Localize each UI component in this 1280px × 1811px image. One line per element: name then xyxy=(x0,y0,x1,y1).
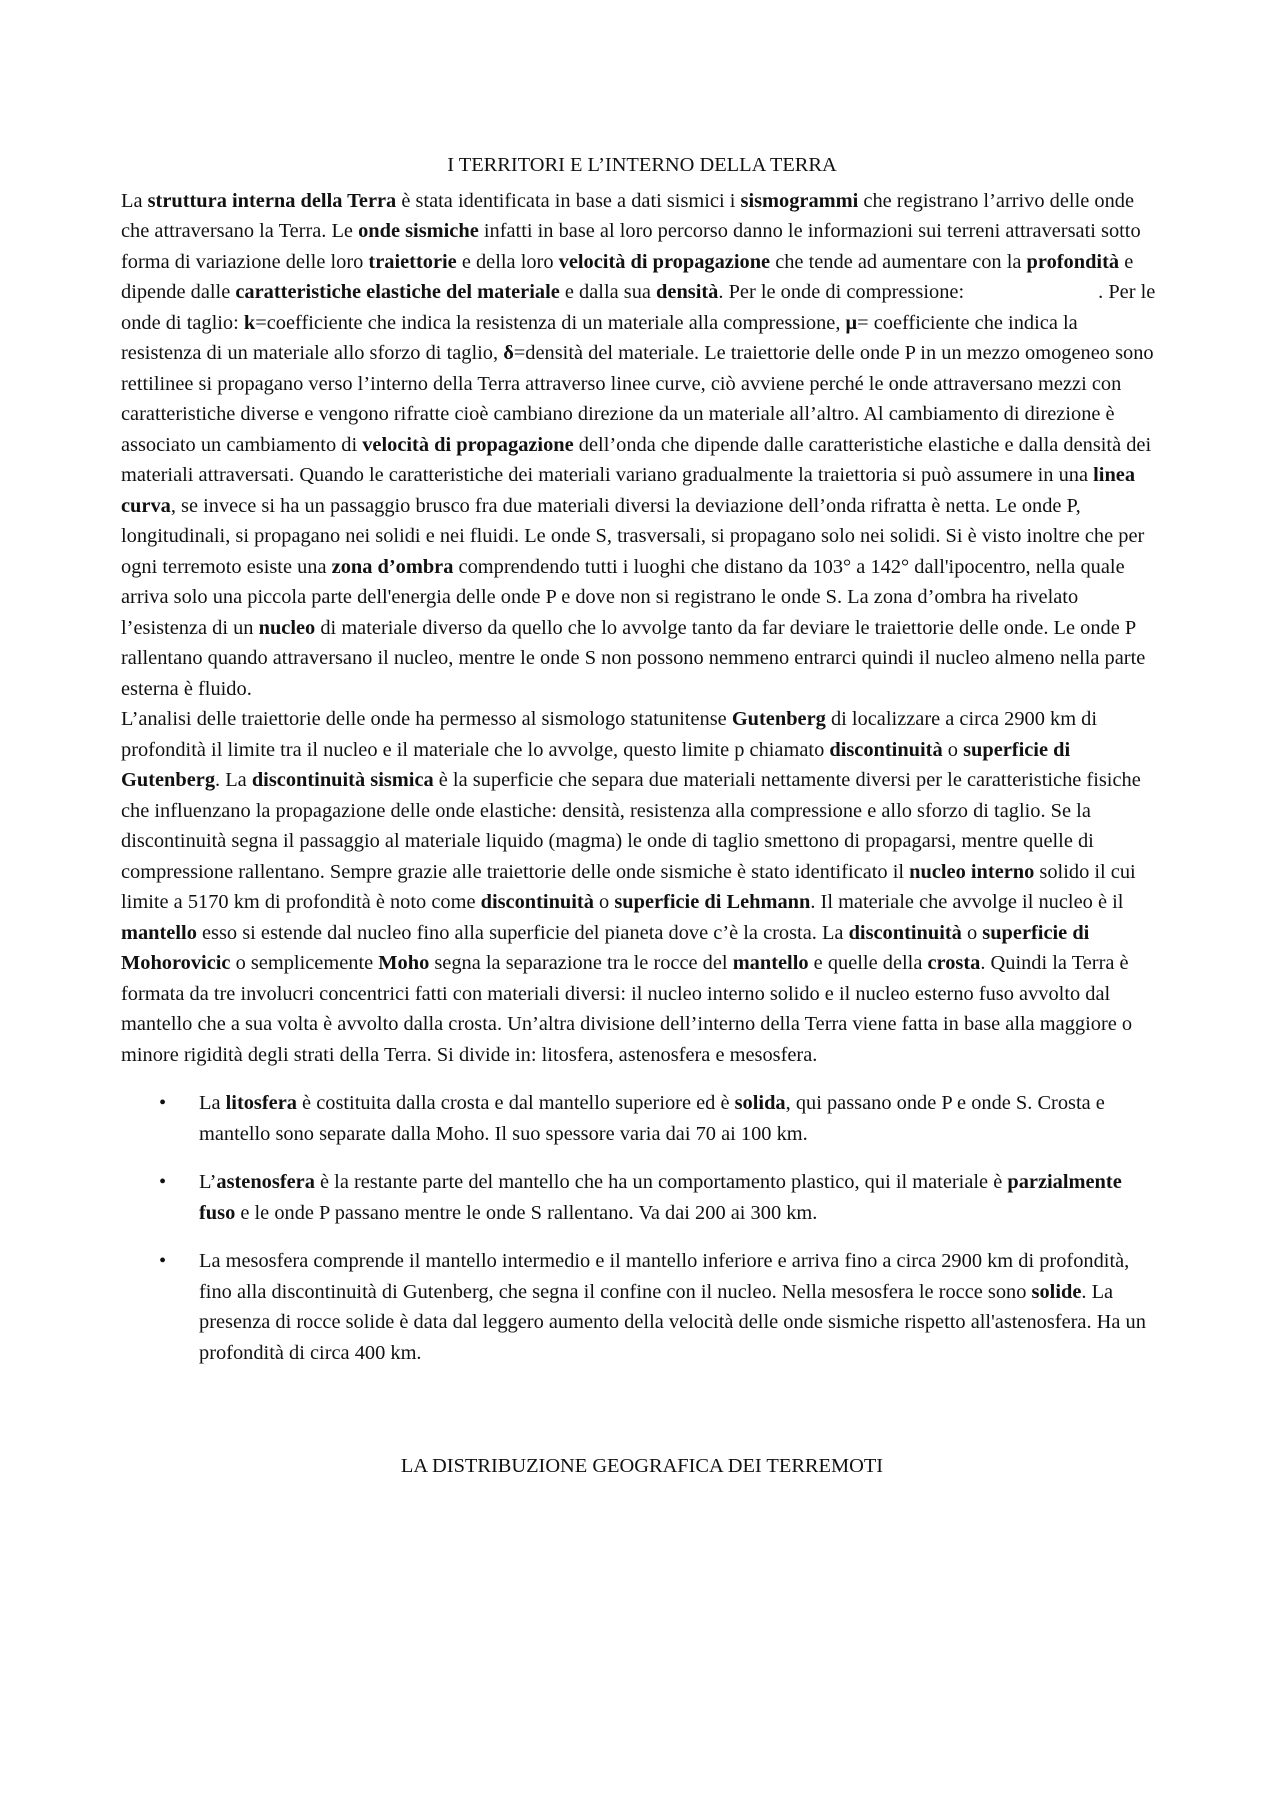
text-run: e della loro xyxy=(456,250,559,273)
text-run: e dalla sua xyxy=(559,281,657,303)
text-run: . Quindi la Terra è formata da tre involucri concentrici fatti con materiali diversi: il nucleo interno solido e il nucleo esterno fuso avvolto dal mantello che a sua volta è avvolto dalla crosta. Un’altra divisione dell’interno della Terra viene fatta in base alla maggiore o minore rigidità degli strati della Terra. Si divide in: litosfera, astenosfera e mesosfera. xyxy=(121,952,1133,1066)
bold-term: velocità di propagazione xyxy=(362,433,574,456)
bold-term: nucleo xyxy=(258,616,316,639)
document-title: I TERRITORI E L’INTERNO DELLA TERRA xyxy=(447,154,837,176)
bold-term: struttura interna della Terra xyxy=(147,189,397,212)
bold-term: litosfera xyxy=(225,1092,297,1114)
text-run: dell’onda che dipende dalle caratteristiche elastiche e dalla densità dei materiali attraversati. Quando le caratteristiche dei materiali variano gradualmente la traiettoria si può assumere in una xyxy=(121,433,1152,486)
bold-term: discontinuità xyxy=(848,921,962,944)
paragraph-interior-structure xyxy=(121,186,1163,705)
text-run: solido il cui limite a 5170 km di profondità è noto come xyxy=(121,860,1136,913)
text-run: di localizzare a circa 2900 km di profondità il limite tra il nucleo e il materiale che lo avvolge, questo limite p chiamato xyxy=(121,708,1098,761)
bold-term: solida xyxy=(734,1092,786,1114)
bold-term: discontinuità sismica xyxy=(251,769,434,791)
bold-term: δ xyxy=(503,342,514,364)
text-run: La mesosfera comprende il mantello intermedio e il mantello inferiore e arriva fino a circa 2900 km di profondità, fino alla discontinuità di Gutenberg, che segna il confine con il nucleo. Nella mesosfera le rocce sono xyxy=(199,1250,1130,1303)
bold-term: profondità xyxy=(1026,250,1120,273)
text-run: L’ xyxy=(199,1171,217,1193)
bold-term: mantello xyxy=(121,921,197,944)
text-run: è stata identificata in base a dati sismici i xyxy=(396,189,741,212)
bold-term: μ xyxy=(845,311,858,334)
bold-term: superficie di Gutenberg xyxy=(121,738,1071,791)
bold-term: discontinuità xyxy=(829,738,943,761)
text-run: . Per le onde di taglio: xyxy=(121,281,1156,334)
bullet-marker: • xyxy=(159,1092,167,1114)
bold-term: zona d’ombra xyxy=(331,555,454,578)
text-run: e quelle della xyxy=(808,952,928,974)
bold-term: densità xyxy=(656,281,719,303)
bold-term: crosta xyxy=(927,952,981,974)
list-item-astenosfera xyxy=(121,1167,1163,1228)
text-run: . Per le onde di compressione: xyxy=(718,281,965,303)
text-run: e dipende dalle xyxy=(121,250,1134,303)
text-run: =densità del materiale. Le traiettorie delle onde P in un mezzo omogeneo sono rettilinee si propagano verso l’interno della Terra attraverso linee curve, ciò avviene perché le onde attraversano mezzi con caratteristiche diverse e vengono rifratte cioè cambiano direzione da un materiale all’altro. Al cambiamento di direzione è associato un cambiamento di xyxy=(121,342,1154,456)
bold-term: solide xyxy=(1031,1280,1082,1303)
bold-term: nucleo interno xyxy=(909,860,1035,883)
document-page xyxy=(121,150,1163,1487)
text-run: . La xyxy=(215,769,252,791)
text-run: , qui passano onde P e onde S. Crosta e mantello sono separate dalla Moho. Il suo spessore varia dai 70 ai 100 km. xyxy=(199,1092,1105,1145)
bold-term: velocità di propagazione xyxy=(558,250,771,273)
text-run: o semplicemente xyxy=(230,952,379,974)
text-run: è la restante parte del mantello che ha un comportamento plastico, qui il materiale è xyxy=(314,1171,1008,1193)
list-item-text xyxy=(199,1092,1105,1145)
bold-term: sismogrammi xyxy=(740,189,859,212)
bold-term: traiettorie xyxy=(368,250,457,273)
bold-term: Gutenberg xyxy=(731,708,826,730)
text-run: , se invece si ha un passaggio brusco fra due materiali diversi la deviazione dell’onda rifratta è netta. Le onde P, longitudinali, si propagano nei solidi e nei fluidi. Le onde S, trasversali, si propagano solo nei solidi. Si è visto inoltre che per ogni terremoto esiste una xyxy=(121,494,1145,578)
list-item-mesosfera xyxy=(121,1246,1163,1368)
text-run: o xyxy=(961,921,983,944)
text-run: La xyxy=(121,189,148,212)
text-run: e le onde P passano mentre le onde S rallentano. Va dai 200 ai 300 km. xyxy=(235,1201,818,1224)
text-run: è costituita dalla crosta e dal mantello superiore ed è xyxy=(296,1092,735,1114)
layers-list xyxy=(121,1088,1163,1368)
bold-term: astenosfera xyxy=(216,1171,315,1193)
bold-term: mantello xyxy=(732,952,809,974)
text-run: segna la separazione tra le rocce del xyxy=(429,952,733,974)
bold-term: Moho xyxy=(378,952,430,974)
text-run: che tende ad aumentare con la xyxy=(770,250,1027,273)
bold-term: caratteristiche elastiche del materiale xyxy=(235,281,560,303)
bullet-marker: • xyxy=(159,1250,167,1272)
text-run: comprendendo tutti i luoghi che distano da 103° a 142° dall'ipocentro, nella quale arriva solo una piccola parte dell'energia delle onde P e dove non si registrano le onde S. La zona d’ombra ha rivelato l’esistenza di un xyxy=(121,555,1125,639)
bold-term: onde sismiche xyxy=(358,220,479,242)
text-run: o xyxy=(593,891,615,913)
bold-term: k xyxy=(243,311,256,334)
text-run: o xyxy=(942,738,964,761)
section-title: LA DISTRIBUZIONE GEOGRAFICA DEI TERREMOTI xyxy=(400,1455,884,1477)
text-run: è la superficie che separa due materiali nettamente diversi per le caratteristiche fisiche che influenzano la propagazione delle onde elastiche: densità, resistenza alla compressione e allo sforzo di taglio. Se la discontinuità segna il passaggio al materiale liquido (magma) le onde di taglio smettono di propagarsi, mentre quelle di compressione rallentano. Sempre grazie alle traiettorie delle onde sismiche è stato identificato il xyxy=(121,769,1141,883)
bold-term: linea curva xyxy=(121,464,1136,517)
text-run: = coefficiente che indica la resistenza di un materiale allo sforzo di taglio, xyxy=(121,311,1078,364)
bullet-marker: • xyxy=(159,1171,167,1193)
text-run: =coefficiente che indica la resistenza di un materiale alla compressione, xyxy=(255,311,846,334)
text-run: di materiale diverso da quello che lo avvolge tanto da far deviare le traiettorie delle onde. Le onde P rallentano quando attraversano il nucleo, mentre le onde S non possono nemmeno entrarci quindi il nucleo almeno nella parte esterna è fluido. xyxy=(121,616,1146,700)
list-item-litosfera xyxy=(121,1088,1163,1149)
bold-term: superficie di Lehmann xyxy=(614,891,811,913)
list-item-text xyxy=(199,1250,1146,1364)
bold-term: parzialmente fuso xyxy=(199,1171,1122,1224)
bold-term: discontinuità xyxy=(480,891,594,913)
text-run: La xyxy=(199,1092,226,1114)
bold-term: superficie di Mohorovicic xyxy=(121,921,1090,974)
text-run: infatti in base al loro percorso danno le informazioni sui terreni attraversati sotto forma di variazione delle loro xyxy=(121,220,1141,273)
text-run: esso si estende dal nucleo fino alla superficie del pianeta dove c’è la crosta. La xyxy=(196,921,849,944)
paragraph-discontinuities xyxy=(121,704,1163,1070)
text-run: L’analisi delle traiettorie delle onde ha permesso al sismologo statunitense xyxy=(121,708,732,730)
text-run: . Il materiale che avvolge il nucleo è il xyxy=(810,891,1124,913)
text-run: . La presenza di rocce solide è data dal leggero aumento della velocità delle onde sismiche rispetto all'astenosfera. Ha un profondità di circa 400 km. xyxy=(199,1280,1146,1364)
list-item-text xyxy=(199,1171,1122,1224)
text-run: che registrano l’arrivo delle onde che attraversano la Terra. Le xyxy=(121,189,1135,242)
